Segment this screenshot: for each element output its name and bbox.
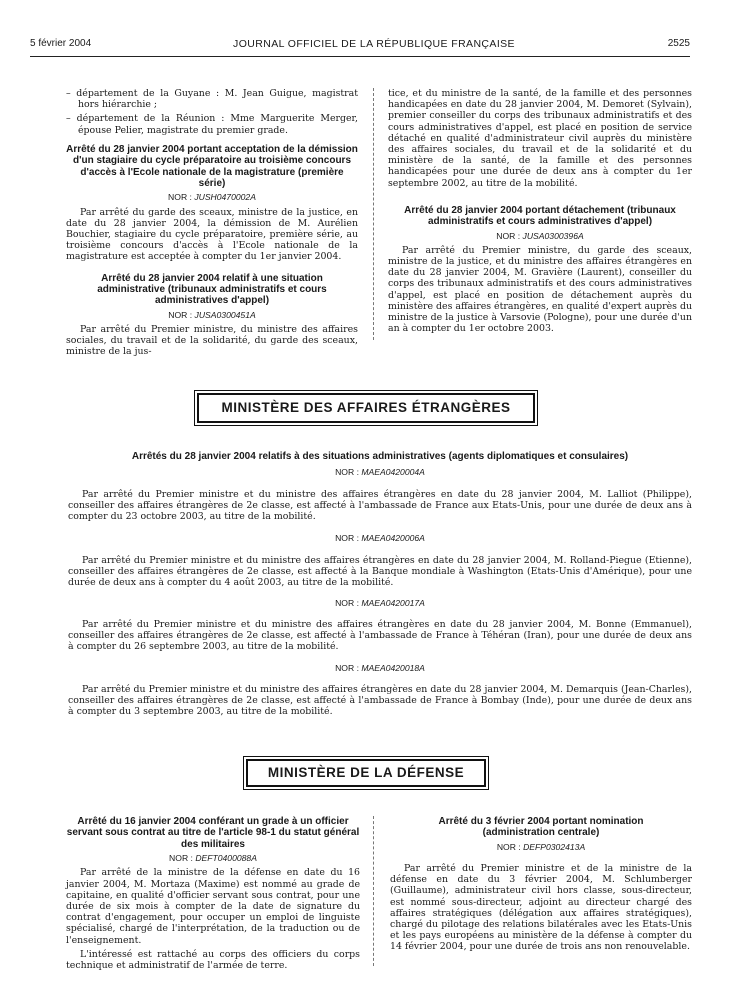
article-title: Arrêté du 28 janvier 2004 portant acceptation de la démission d'un stagiaire du cycle préparatoire au troisième concours d'accès à l'Ecole nationale de la magistrature (première série) — [66, 143, 358, 190]
article-body: Par arrêté du Premier ministre et du ministre des affaires étrangères en date du 28 janvier 2004, M. Demarquis (Jean-Charles), conseiller des affaires étrangères de 2e classe, est affecté à l'ambassade de France à Bombay (Inde), pour une durée de deux ans à compter du 3 septembre 2003, au titre de la mobilité. — [68, 684, 692, 718]
left-column-top — [66, 88, 358, 361]
column-divider — [373, 816, 374, 966]
nor-reference: NOR : JUSH0470002A — [168, 192, 256, 203]
nor-reference: NOR : MAEA0420004A — [335, 467, 425, 477]
journal-title: JOURNAL OFFICIEL DE LA RÉPUBLIQUE FRANÇAISE — [233, 38, 515, 50]
article-title: Arrêté du 3 février 2004 portant nomination (administration centrale) — [438, 816, 644, 839]
article-body: Par arrêté du Premier ministre et de la ministre de la défense en date du 3 février 2004, M. Schlumberger (Guillaume), administrateur civil hors classe, sous-directeur, est nommé sous-directeur, adjoint au directeur chargé des affaires stratégiques (délégation aux affaires stratégiques), chargé du pilotage des relations bilatérales avec les Etats-Unis et les pays européens au ministère de la défense à compter du 14 février 2004, pour une durée de trois ans non renouvelable. — [390, 863, 692, 953]
nor-reference: NOR : JUSA0300396A — [496, 230, 584, 241]
article-body: L'intéressé est rattaché au corps des officiers du corps technique et administratif de l'armée de terre. — [66, 948, 360, 972]
list-item: – département de la Réunion : Mme Marguerite Merger, épouse Pelier, magistrate du premier grade. — [66, 113, 358, 136]
header-rule — [30, 56, 690, 57]
page-date: 5 février 2004 — [30, 38, 92, 49]
list-item: – département de la Guyane : M. Jean Guigue, magistrat hors hiérarchie ; — [66, 88, 358, 111]
ministry-heading: MINISTÈRE DES AFFAIRES ÉTRANGÈRES — [197, 393, 535, 423]
right-column-top — [388, 88, 692, 337]
nor-reference: NOR : JUSA0300451A — [168, 309, 256, 320]
column-divider — [373, 88, 374, 340]
left-column-defense — [66, 816, 360, 974]
section-title: Arrêtés du 28 janvier 2004 relatifs à des situations administratives (agents diplomatiques et consulaires) — [131, 451, 629, 462]
article-title: Arrêté du 28 janvier 2004 relatif à une situation administrative (tribunaux administratifs et cours administratives d'appel) — [97, 272, 327, 307]
nor-reference: NOR : MAEA0420018A — [335, 663, 425, 673]
article-title: Arrêté du 16 janvier 2004 conférant un grade à un officier servant sous contrat au titre de l'article 98-1 du statut général des militaires — [66, 816, 360, 850]
page-number: 2525 — [667, 38, 690, 49]
article-body: Par arrêté du Premier ministre et du ministre des affaires étrangères en date du 28 janvier 2004, M. Lalliot (Philippe), conseiller des affaires étrangères de 2e classe, est affecté à l'ambassade de France aux Etats-Unis, pour une durée de deux ans à compter du 23 octobre 2003, au titre de la mobilité. — [68, 489, 692, 523]
article-title: Arrêté du 28 janvier 2004 portant détachement (tribunaux administratifs et cours administratives d'appel) — [404, 204, 676, 228]
article-body: Par arrêté du Premier ministre, du ministre des affaires sociales, du travail et de la solidarité, du garde des sceaux, ministre de la jus- — [66, 324, 358, 358]
article-body: Par arrêté du Premier ministre, du garde des sceaux, ministre de la justice, et du ministre des affaires étrangères en date du 28 janvier 2004, M. Gravière (Laurent), conseiller du corps des tribunaux administratifs et des cours administratives d'appel, est placé en position de détachement auprès du ministère des affaires étrangères, en qualité d'expert auprès du ministre de la justice à Varsovie (Pologne), pour une durée d'un an à compter du 1er octobre 2003. — [388, 244, 693, 335]
article-body: Par arrêté du Premier ministre et du ministre des affaires étrangères en date du 28 janvier 2004, M. Rolland-Piegue (Etienne), conseiller des affaires étrangères de 2e classe, est affecté à la Banque mondiale à Washington (Etats-Unis d'Amérique), pour une durée de deux ans à compter du 4 août 2003, au titre de la mobilité. — [68, 555, 692, 589]
nor-reference: NOR : DEFT0400088A — [169, 853, 257, 864]
article-body: tice, et du ministre de la santé, de la famille et des personnes handicapées en date du 28 janvier 2004, M. Demoret (Sylvain), premier conseiller du corps des tribunaux administratifs et des cours administratives d'appel, est placé en position de service détaché en qualité d'administrateur civil auprès du ministère des affaires sociales, du travail et de la solidarité et du ministère de la santé, de la famille et des personnes handicapées pour une durée de deux ans à compter du 1er septembre 2002, au titre de la mobilité. — [388, 88, 692, 189]
article-body: Par arrêté du garde des sceaux, ministre de la justice, en date du 28 janvier 2004, la démission de M. Aurélien Bouchier, stagiaire du cycle préparatoire, première série, au troisième concours d'accès à l'Ecole nationale de la magistrature est acceptée à compter du 1er janvier 2004. — [66, 206, 358, 263]
nor-reference: NOR : MAEA0420017A — [335, 598, 425, 608]
nor-reference: NOR : DEFP0302413A — [496, 841, 586, 852]
nor-reference: NOR : MAEA0420006A — [335, 533, 425, 543]
ministry-heading: MINISTÈRE DE LA DÉFENSE — [246, 759, 486, 787]
right-column-defense — [390, 816, 692, 956]
article-body: Par arrêté du Premier ministre et du ministre des affaires étrangères en date du 28 janvier 2004, M. Bonne (Emmanuel), conseiller des affaires étrangères de 2e classe, est affecté à l'ambassade de France à Téhéran (Iran), pour une durée de deux ans à compter du 26 septembre 2003, au titre de la mobilité. — [68, 619, 692, 653]
article-body: Par arrêté de la ministre de la défense en date du 16 janvier 2004, M. Mortaza (Maxime) est nommé au grade de capitaine, en qualité d'officier servant sous contrat, pour une durée de six mois à compter de la date de signature du contrat d'engagement, pour occuper un emploi de linguiste spécialisé, chargé de l'interprétation, de la traduction ou de l'enseignement. — [66, 867, 360, 946]
